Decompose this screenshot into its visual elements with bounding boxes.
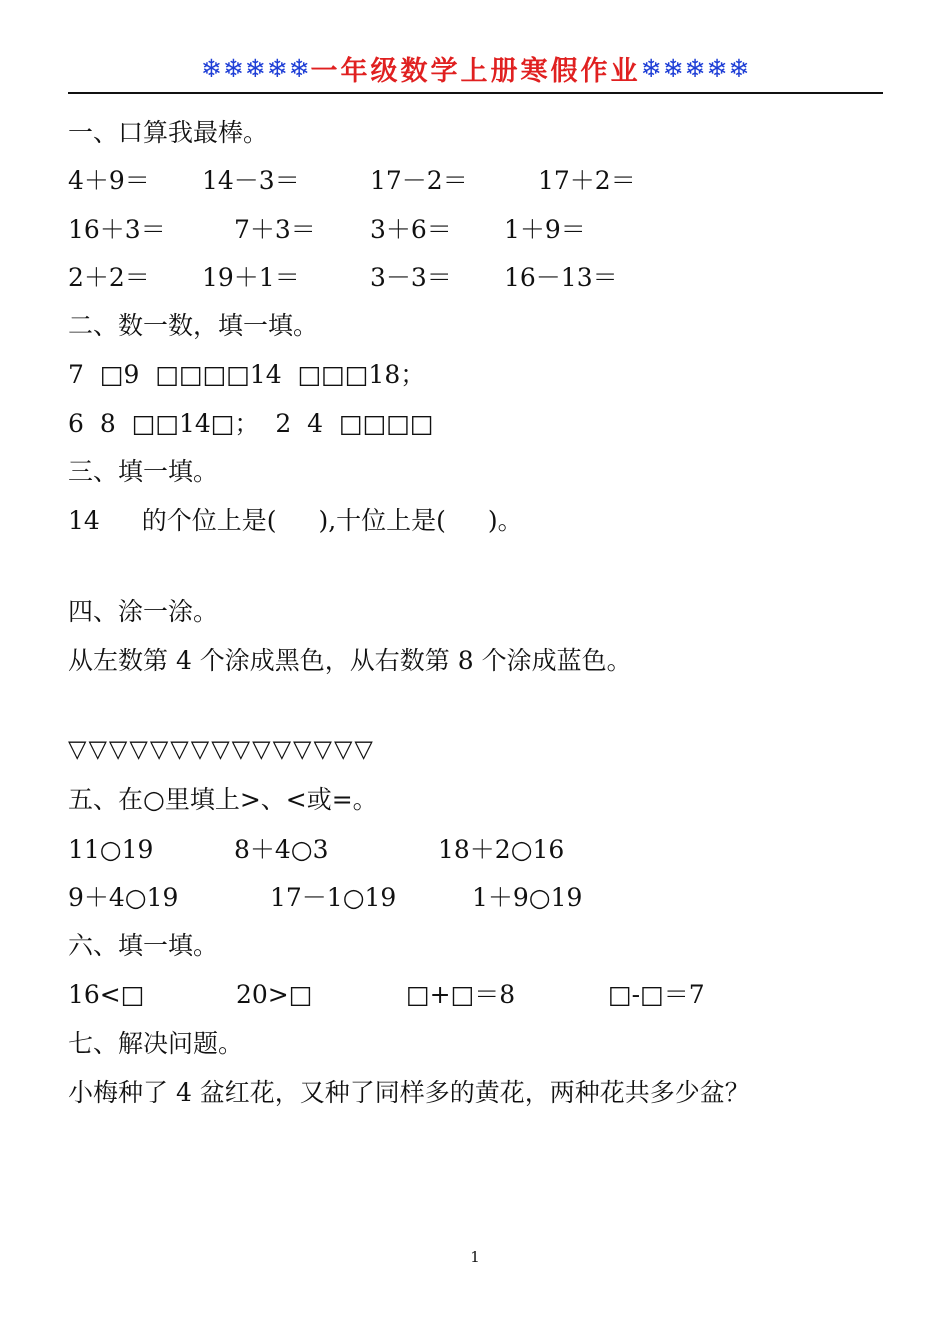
section3-heading: 三、填一填。 [68,457,219,486]
compare-item: 11○19 [68,835,154,864]
section1-heading: 一、口算我最棒。 [68,118,269,147]
compare-row-2 [68,880,868,916]
compare-item: 17－1○19 [270,883,397,912]
calc-item: 3－3＝ [370,263,452,292]
calc-item: 16＋3＝ [68,215,166,244]
page-title: 一年级数学上册寒假作业 [310,55,641,87]
word-problem: 小梅种了 4 盆红花，又种了同样多的黄花，两种花共多少盆？ [68,1078,750,1107]
compare-item: 8＋4○3 [234,835,329,864]
calc-item: 4＋9＝ [68,166,150,195]
calc-item: 3＋6＝ [370,215,452,244]
compare-item: 18＋2○16 [438,835,565,864]
fill-item: □-□＝7 [608,980,705,1009]
calc-item: 19＋1＝ [202,263,300,292]
fill-item: 16<□ [68,980,145,1009]
sequence-line-1: 7 □9 □□□□14 □□□18； [68,360,426,389]
snowflake-left-icon: ❄❄❄❄❄ [200,53,311,83]
page-number: 1 [470,1248,480,1266]
triangle-row: ▽▽▽▽▽▽▽▽▽▽▽▽▽▽▽ [68,735,375,763]
calc-item: 14－3＝ [202,166,300,195]
fill-item: □+□＝8 [406,980,516,1009]
fill-item: 20>□ [236,980,313,1009]
calc-item: 16－13＝ [504,263,618,292]
section6-heading: 六、填一填。 [68,931,219,960]
compare-item: 1＋9○19 [472,883,583,912]
calc-item: 17＋2＝ [538,166,636,195]
compare-item: 9＋4○19 [68,883,179,912]
section4-heading: 四、涂一涂。 [68,597,219,626]
compare-row-1 [68,832,868,868]
section7-heading: 七、解决问题。 [68,1029,244,1058]
calc-item: 7＋3＝ [234,215,316,244]
calc-item: 17－2＝ [370,166,468,195]
sequence-line-2: 6 8 □□14□； 2 4 □□□□ [68,409,434,438]
fill-row [68,977,868,1013]
page-header [68,44,883,94]
section2-heading: 二、数一数，填一填。 [68,311,319,340]
calc-row-2 [68,212,868,248]
calc-row-1 [68,163,868,199]
coloring-instruction: 从左数第 4 个涂成黑色，从右数第 8 个涂成蓝色。 [68,646,632,675]
calc-row-3 [68,260,868,296]
place-value-question: 14 的个位上是( ),十位上是( )。 [68,506,523,535]
section5-heading: 五、在○里填上>、<或=。 [68,785,378,814]
calc-item: 1＋9＝ [504,215,586,244]
calc-item: 2＋2＝ [68,263,150,292]
snowflake-right-icon: ❄❄❄❄❄ [640,53,751,83]
